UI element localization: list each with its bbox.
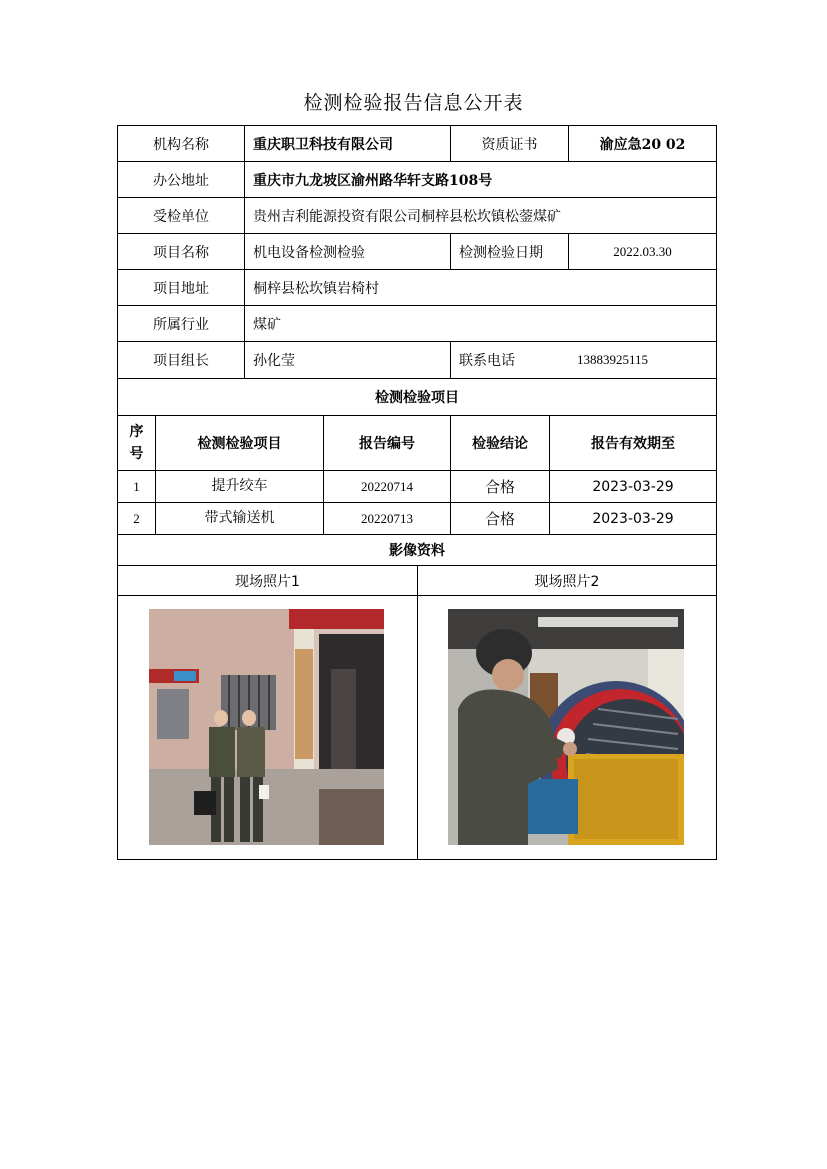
header-valid-until: 报告有效期至 xyxy=(591,436,675,452)
header-seq-line2: 号 xyxy=(129,446,144,462)
value-inspected-unit: 贵州吉利能源投资有限公司桐梓县松坎镇松蓥煤矿 xyxy=(253,208,561,225)
value-team-leader: 孙化莹 xyxy=(253,353,295,369)
label-inspection-date: 检测检验日期 xyxy=(459,244,543,261)
row2-conclusion: 合格 xyxy=(484,510,515,528)
header-seq-line1: 序 xyxy=(129,424,144,440)
site-photo-2-image xyxy=(448,609,684,845)
header-seq xyxy=(118,416,155,470)
photo1-label: 现场照片1 xyxy=(235,573,300,590)
label-project-name: 项目名称 xyxy=(153,244,209,261)
row1-report-no: 20220714 xyxy=(361,478,413,494)
label-phone: 联系电话 xyxy=(459,353,515,369)
items-section-title: 检测检验项目 xyxy=(375,390,459,406)
label-cert: 资质证书 xyxy=(481,136,538,153)
value-phone: 13883925115 xyxy=(577,352,649,367)
header-report-no: 报告编号 xyxy=(359,436,415,452)
label-inspected-unit: 受检单位 xyxy=(153,208,209,225)
site-photo-1-image xyxy=(149,609,384,845)
label-team-leader: 项目组长 xyxy=(153,353,209,369)
value-project-name: 机电设备检测检验 xyxy=(253,244,365,261)
label-org-name: 机构名称 xyxy=(153,136,209,153)
row1-item: 提升绞车 xyxy=(211,478,268,494)
value-org-name: 重庆职卫科技有限公司 xyxy=(253,136,393,153)
header-conclusion: 检验结论 xyxy=(472,436,528,452)
row1-seq: 1 xyxy=(133,478,140,494)
row2-valid-until: 2023-03-29 xyxy=(592,510,674,527)
info-table xyxy=(117,125,717,860)
photos-section-title: 影像资料 xyxy=(389,543,445,559)
value-inspection-date: 2022.03.30 xyxy=(613,243,672,259)
label-project-address: 项目地址 xyxy=(153,280,209,297)
row1-conclusion: 合格 xyxy=(484,478,515,496)
value-cert: 渝应急20 02 xyxy=(599,136,686,153)
photo2-label: 现场照片2 xyxy=(534,573,600,590)
row2-report-no: 20220713 xyxy=(361,510,413,526)
site-photo-2 xyxy=(448,609,684,845)
value-project-address: 桐梓县松坎镇岩椅村 xyxy=(253,280,379,297)
row1-valid-until: 2023-03-29 xyxy=(592,478,674,495)
page-title: 检测检验报告信息公开表 xyxy=(303,92,524,114)
value-address: 重庆市九龙坡区渝州路华轩支路108号 xyxy=(253,172,493,189)
site-photo-1 xyxy=(149,609,384,845)
label-industry: 所属行业 xyxy=(153,316,209,333)
row2-seq: 2 xyxy=(133,510,140,526)
header-item: 检测检验项目 xyxy=(197,436,282,452)
value-industry: 煤矿 xyxy=(253,316,281,333)
row2-item: 带式输送机 xyxy=(204,510,275,526)
label-address: 办公地址 xyxy=(153,172,209,189)
